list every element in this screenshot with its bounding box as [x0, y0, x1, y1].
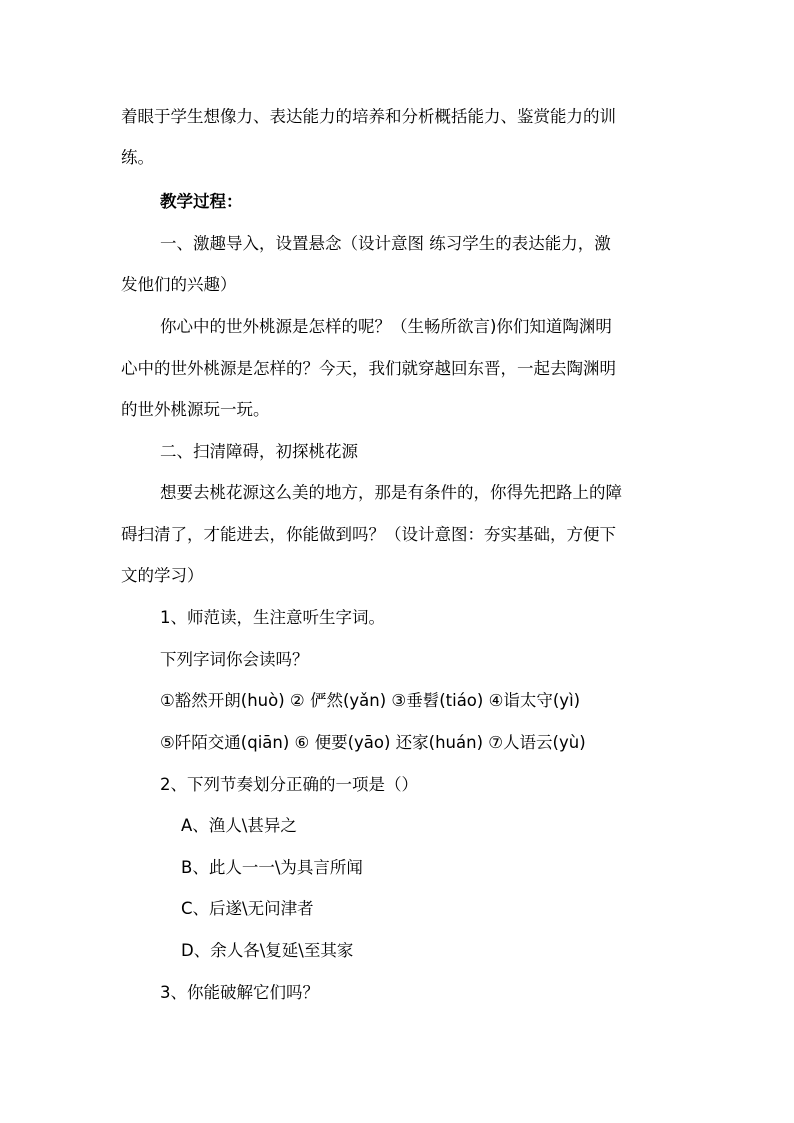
section2-body-line-2: 碍扫清了，才能进去，你能做到吗？（设计意图：夯实基础，方便下 — [121, 525, 616, 544]
words-line-1: ①豁然开朗(huò) ② 俨然(yǎn) ③垂髫(tiáo) ④诣太守(yì) — [160, 691, 581, 710]
question-words: 下列字词你会读吗？ — [160, 650, 309, 669]
section2-body-line-1: 想要去桃花源这么美的地方，那是有条件的，你得先把路上的障 — [160, 483, 622, 502]
option-d: D、余人各\复延\至其家 — [181, 941, 354, 960]
words-line-2: ⑤阡陌交通(qiān) ⑥ 便要(yāo) 还家(huán) ⑦人语云(yù) — [160, 733, 586, 752]
section1-body-line-1: 你心中的世外桃源是怎样的呢？（生畅所欲言)你们知道陶渊明 — [160, 317, 612, 336]
objective-line-1: 着眼于学生想像力、表达能力的培养和分析概括能力、鉴赏能力的训 — [121, 107, 616, 126]
step-1: 1、师范读，生注意听生字词。 — [160, 608, 385, 627]
objective-line-2: 练。 — [121, 148, 154, 167]
section1-body-line-2: 心中的世外桃源是怎样的？今天，我们就穿越回东晋，一起去陶渊明 — [121, 359, 616, 378]
section2-body-line-3: 文的学习） — [121, 566, 204, 585]
option-b: B、此人一一\为具言所闻 — [181, 858, 363, 877]
section2-title: 二、扫清障碍，初探桃花源 — [160, 442, 358, 461]
section1-body-line-3: 的世外桃源玩一玩。 — [121, 400, 270, 419]
section1-title-line-2: 发他们的兴趣） — [121, 275, 237, 294]
step-2: 2、下列节奏划分正确的一项是（） — [160, 775, 418, 794]
option-c: C、后遂\无问津者 — [181, 899, 314, 918]
process-heading: 教学过程： — [160, 192, 243, 211]
option-a: A、渔人\甚异之 — [181, 816, 297, 835]
section1-title-line-1: 一、激趣导入，设置悬念（设计意图 练习学生的表达能力，激 — [160, 234, 611, 253]
step-3: 3、你能破解它们吗？ — [160, 983, 319, 1002]
